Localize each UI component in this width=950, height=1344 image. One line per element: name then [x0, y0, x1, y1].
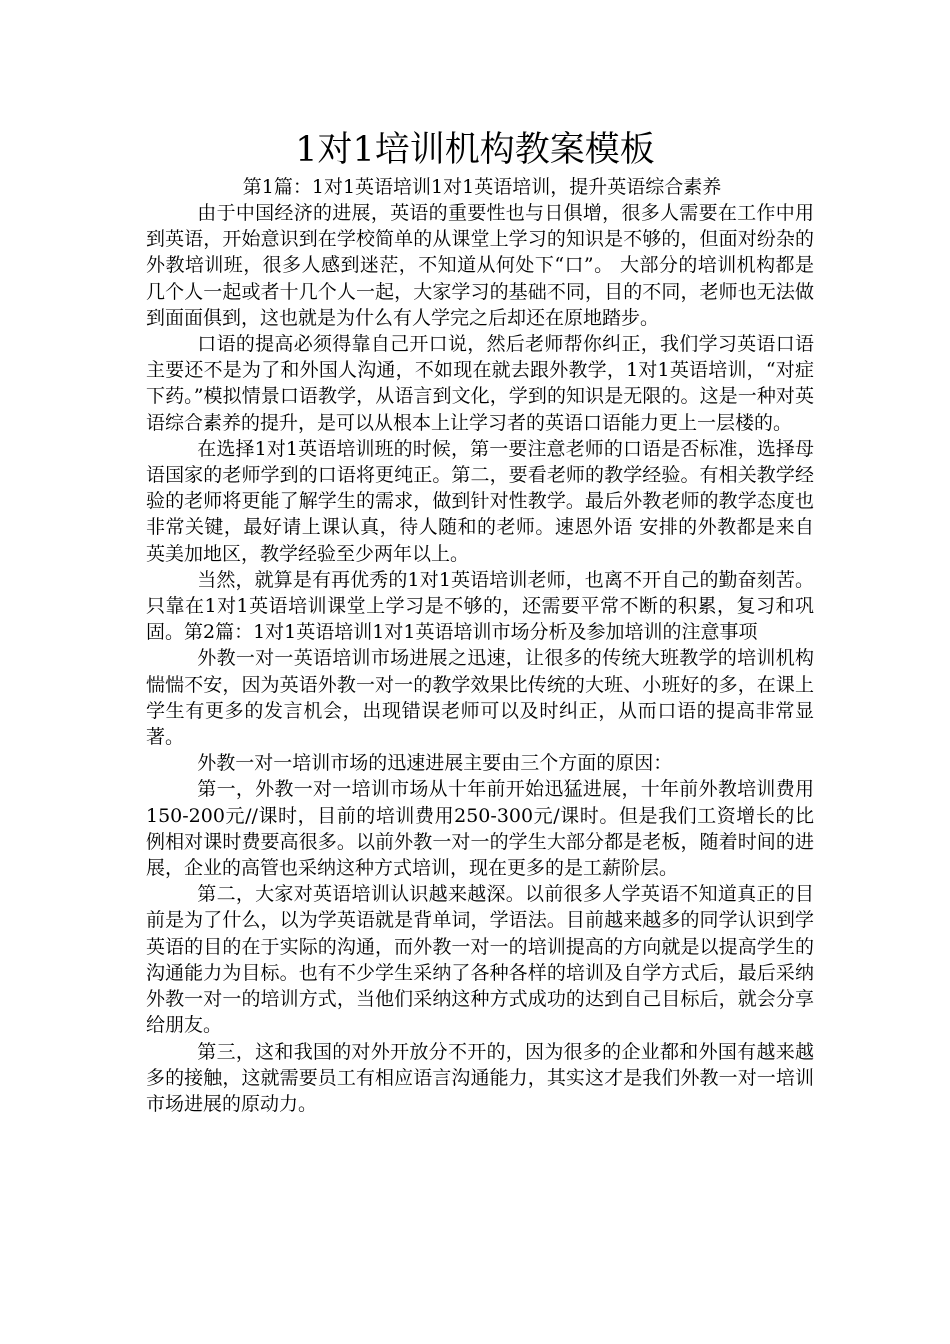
document-subtitle: 第1篇：1对1英语培训1对1英语培训，提升英语综合素养: [242, 176, 722, 198]
paragraph: 外教一对一英语培训市场进展之迅速，让很多的传统大班教学的培训机构惴惴不安，因为英语外教一对一的教学效果比传统的大班、小班好的多，在课上学生有更多的发言机会，出现错误老师可以及时纠正，从而口语的提高非常显著。: [146, 647, 814, 749]
paragraph: 口语的提高必须得靠自己开口说，然后老师帮你纠正，我们学习英语口语主要还不是为了和外国人沟通，不如现在就去跟外教学，1对1英语培训，“对症下药。”模拟情景口语教学，从语言到文化，学到的知识是无限的。这是一种对英语综合素养的提升，是可以从根本上让学习者的英语口语能力更上一层楼的。: [146, 333, 814, 434]
paragraph: 第一，外教一对一培训市场从十年前开始迅猛进展，十年前外教培训费用150-200元//课时，目前的培训费用250-300元/课时。但是我们工资增长的比例相对课时费要高很多。以前外教一对一的学生大部分都是老板，随着时间的进展，企业的高管也采纳这种方式培训，现在更多的是工薪阶层。: [146, 778, 814, 880]
paragraph: 第三，这和我国的对外开放分不开的，因为很多的企业都和外国有越来越多的接触，这就需要员工有相应语言沟通能力，其实这才是我们外教一对一培训市场进展的原动力。: [146, 1040, 814, 1115]
paragraph: 外教一对一培训市场的迅速进展主要由三个方面的原因：: [197, 752, 673, 775]
paragraph: 在选择1对1英语培训班的时候，第一要注意老师的口语是否标准，选择母语国家的老师学到的口语将更纯正。第二，要看老师的教学经验。有相关教学经验的老师将更能了解学生的需求，做到针对性教学。最后外教老师的教学态度也非常关键，最好请上课认真，待人随和的老师。速恩外语 安排的外教都是来自英美加地区，教学经验至少两年以上。: [146, 437, 814, 565]
document-body: [146, 200, 814, 1117]
document-title: 1对1培训机构教案模板: [295, 130, 655, 170]
paragraph: 当然，就算是有再优秀的1对1英语培训老师，也离不开自己的勤奋刻苦。只靠在1对1英语培训课堂上学习是不够的，还需要平常不断的积累，复习和巩固。第2篇：1对1英语培训1对1英语培训市场分析及参加培训的注意事项: [146, 568, 814, 644]
paragraph: 第二，大家对英语培训认识越来越深。以前很多人学英语不知道真正的目前是为了什么，以为学英语就是背单词，学语法。目前越来越多的同学认识到学英语的目的在于实际的沟通，而外教一对一的培训提高的方向就是以提高学生的沟通能力为目标。也有不少学生采纳了各种各样的培训及自学方式后，最后采纳外教一对一的培训方式，当他们采纳这种方式成功的达到自己目标后，就会分享给朋友。: [146, 883, 814, 1037]
paragraph: 由于中国经济的进展，英语的重要性也与日俱增，很多人需要在工作中用到英语，开始意识到在学校简单的从课堂上学习的知识是不够的，但面对纷杂的外教培训班，很多人感到迷茫，不知道从何处下“口”。 大部分的培训机构都是几个人一起或者十几个人一起，大家学习的基础不同，目的不同，老师也无法做到面面俱到，这也就是为什么有人学完之后却还在原地踏步。: [146, 202, 814, 329]
